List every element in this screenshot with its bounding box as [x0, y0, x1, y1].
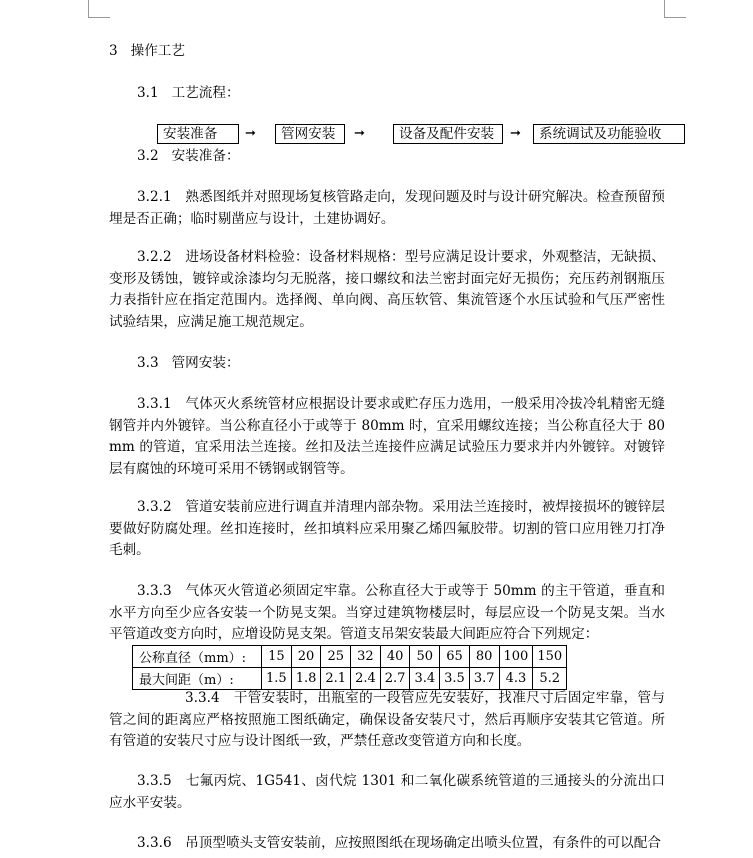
flow-step-4: 系统调试及功能验收: [533, 124, 685, 144]
table-cell: 65: [440, 646, 470, 668]
table-cell: 20: [291, 646, 321, 668]
table-cell: 40: [380, 646, 410, 668]
paragraph-3-3-6: 3.3.6 吊顶型喷头支管安装前，应按照图纸在现场确定出喷头位置，有条件的可以配合: [137, 835, 661, 851]
section-number: 3: [109, 43, 118, 59]
heading-3-2-title: 安装准备：: [171, 148, 240, 164]
table-row-label: 公称直径（mm）:: [133, 646, 262, 668]
table-cell: 1.5: [262, 668, 292, 690]
heading-3-2: [137, 145, 240, 167]
paragraph-3-3-3: 3.3.3 气体灭火管道必须固定牢靠。公称直径大于或等于 50mm 的主干管道，垂直和水平方向至少应各安装一个防晃支架。当穿过建筑物楼层时，每层应设一个防晃支架。当水平管道改变方向时，应增设防晃支架。管道支吊架安装最大间距应符合下列规定：: [109, 583, 665, 642]
table-cell: 3.7: [469, 668, 499, 690]
table-cell: 5.2: [533, 668, 567, 690]
table-cell: 100: [499, 646, 533, 668]
paragraph-3-3-1: 3.3.1 气体灭火系统管材应根据设计要求或贮存压力选用，一般采用冷拔冷轧精密无缝钢管并内外镀锌。当公称直径小于或等于 80mm 时，宜采用螺纹连接；当公称直径大于 80mm 的管道，宜采用法兰连接。丝扣及法兰连接件应满足试验压力要求并内外镀锌。对镀锌层有腐蚀的环境可采用不锈钢或钢管等。: [109, 396, 665, 477]
flow-step-1: 安装准备: [157, 124, 239, 144]
flow-arrow-icon: ➞: [245, 126, 256, 141]
heading-3-3: [137, 352, 240, 374]
section-title: 操作工艺: [130, 43, 185, 59]
crop-mark-left-h: [88, 17, 110, 18]
table-cell: 2.4: [351, 668, 381, 690]
table-cell: 32: [351, 646, 381, 668]
table-cell: 3.4: [410, 668, 440, 690]
heading-3-2-number: 3.2: [137, 148, 159, 164]
paragraph-3-3-2: 3.3.2 管道安装前应进行调直并清理内部杂物。采用法兰连接时，被焊接损坏的镀锌层要做好防腐处理。丝扣连接时，丝扣填料应采用聚乙烯四氟胶带。切割的管口应用锉刀打净毛刺。: [109, 499, 665, 558]
heading-3-1-title: 工艺流程：: [171, 85, 240, 101]
paragraph-3-3-4: 3.3.4 干管安装时，出瓶室的一段管应先安装好，找准尺寸后固定牢靠，管与管之间的距离应严格按照施工图纸确定，确保设备安装尺寸，然后再顺序安装其它管道。所有管道的安装尺寸应与设计图纸一致，严禁任意改变管道方向和长度。: [109, 690, 665, 749]
table-cell: 1.8: [291, 668, 321, 690]
paragraph-3-2-1: 3.2.1 熟悉图纸并对照现场复核管路走向，发现问题及时与设计研究解决。检查预留预埋是否正确；临时剔凿应与设计，土建协调好。: [109, 189, 665, 227]
table-cell: 15: [262, 646, 292, 668]
crop-mark-right: [664, 0, 665, 18]
flow-arrow-icon: ➞: [510, 126, 521, 141]
table-cell: 150: [533, 646, 567, 668]
support-spacing-table: [132, 645, 567, 690]
table-row: [133, 668, 567, 690]
table-row: [133, 646, 567, 668]
flow-arrow-icon: ➞: [354, 126, 365, 141]
heading-3-1-number: 3.1: [137, 85, 159, 101]
flow-step-2: 管网安装: [275, 124, 345, 144]
table-cell: 2.1: [321, 668, 351, 690]
table-cell: 50: [410, 646, 440, 668]
crop-mark-right-h: [664, 17, 686, 18]
table-cell: 4.3: [499, 668, 533, 690]
paragraph-3-2-2: 3.2.2 进场设备材料检验：设备材料规格：型号应满足设计要求，外观整洁，无缺损、变形及锈蚀，镀锌或涂漆均匀无脱落，接口螺纹和法兰密封面完好无损伤；充压药剂钢瓶压力表指针应在指定范围内。选择阀、单向阀、高压软管、集流管逐个水压试验和气压严密性试验结果，应满足施工规范规定。: [109, 249, 665, 330]
table-cell: 80: [469, 646, 499, 668]
crop-mark-left: [88, 0, 89, 18]
heading-3-3-number: 3.3: [137, 355, 159, 371]
table-cell: 25: [321, 646, 351, 668]
table-cell: 3.5: [440, 668, 470, 690]
heading-3-1: [137, 82, 240, 104]
heading-3-3-title: 管网安装：: [171, 355, 240, 371]
section-heading: [109, 40, 185, 62]
table-cell: 2.7: [380, 668, 410, 690]
table-row-label: 最大间距（m）:: [133, 668, 262, 690]
paragraph-3-3-5: 3.3.5 七氟丙烷、1G541、卤代烷 1301 和二氧化碳系统管道的三通接头的分流出口应水平安装。: [109, 773, 665, 811]
flow-step-3: 设备及配件安装: [393, 124, 503, 144]
